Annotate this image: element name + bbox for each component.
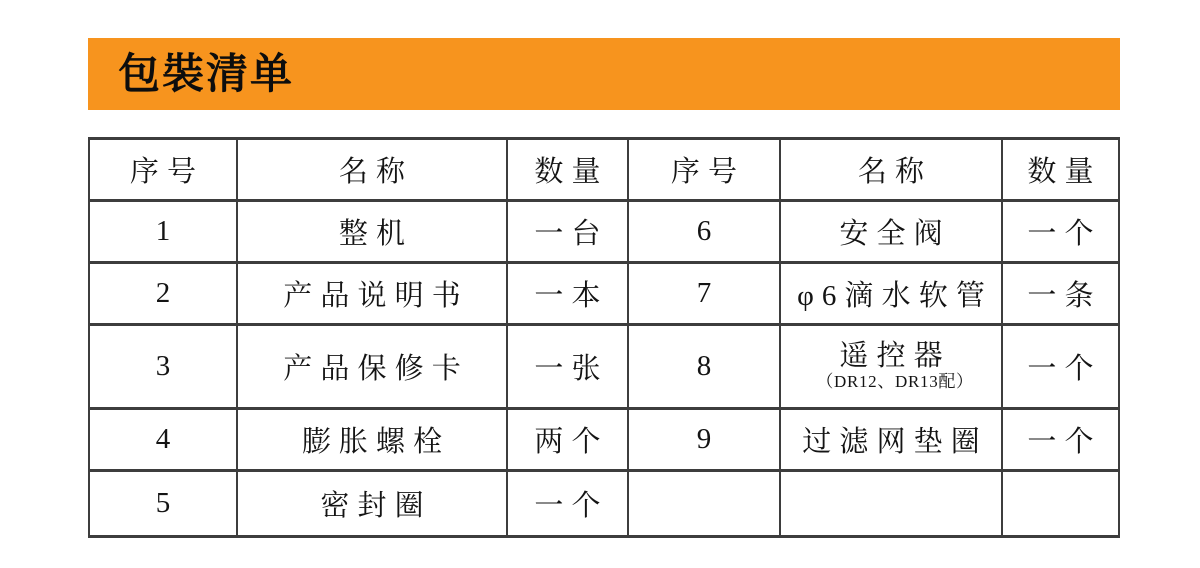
- cell-no: 4: [89, 409, 237, 471]
- table-row: [89, 263, 1119, 325]
- cell-qty: 一个: [1002, 325, 1119, 409]
- cell-no: 6: [628, 201, 780, 263]
- cell-no: 8: [628, 325, 780, 409]
- table-row: [89, 471, 1119, 537]
- cell-name: 膨胀螺栓: [237, 409, 507, 471]
- cell-no: 3: [89, 325, 237, 409]
- cell-name-empty: [780, 471, 1002, 537]
- cell-name-sub: （DR12、DR13配）: [816, 371, 974, 391]
- cell-name: 产品说明书: [237, 263, 507, 325]
- cell-qty: 一本: [507, 263, 628, 325]
- cell-no-empty: [628, 471, 780, 537]
- cell-qty: 一张: [507, 325, 628, 409]
- header-name-left: 名称: [237, 139, 507, 201]
- section-title: 包裝清单: [118, 50, 295, 97]
- table-row: [89, 325, 1119, 409]
- cell-name: 产品保修卡: [237, 325, 507, 409]
- cell-no: 7: [628, 263, 780, 325]
- cell-no: 2: [89, 263, 237, 325]
- cell-qty-empty: [1002, 471, 1119, 537]
- cell-qty: 一个: [1002, 201, 1119, 263]
- header-qty-left: 数量: [507, 139, 628, 201]
- cell-name: 过滤网垫圈: [780, 409, 1002, 471]
- cell-name: φ6滴水软管: [780, 263, 1002, 325]
- cell-qty: 一台: [507, 201, 628, 263]
- header-no-right: 序号: [628, 139, 780, 201]
- table-header-row: [89, 139, 1119, 201]
- table-row: [89, 409, 1119, 471]
- section-banner: [88, 38, 1120, 110]
- cell-name-main: 遥控器: [839, 340, 951, 373]
- cell-name: 密封圈: [237, 471, 507, 537]
- table-row: [89, 201, 1119, 263]
- cell-no: 1: [89, 201, 237, 263]
- cell-qty: 一条: [1002, 263, 1119, 325]
- cell-qty: 一个: [507, 471, 628, 537]
- cell-name: 整机: [237, 201, 507, 263]
- header-name-right: 名称: [780, 139, 1002, 201]
- cell-name: 安全阀: [780, 201, 1002, 263]
- cell-qty: 一个: [1002, 409, 1119, 471]
- header-qty-right: 数量: [1002, 139, 1119, 201]
- cell-no: 5: [89, 471, 237, 537]
- cell-name: [780, 325, 1002, 409]
- cell-qty: 两个: [507, 409, 628, 471]
- header-no-left: 序号: [89, 139, 237, 201]
- cell-no: 9: [628, 409, 780, 471]
- packing-list-table: [88, 137, 1120, 538]
